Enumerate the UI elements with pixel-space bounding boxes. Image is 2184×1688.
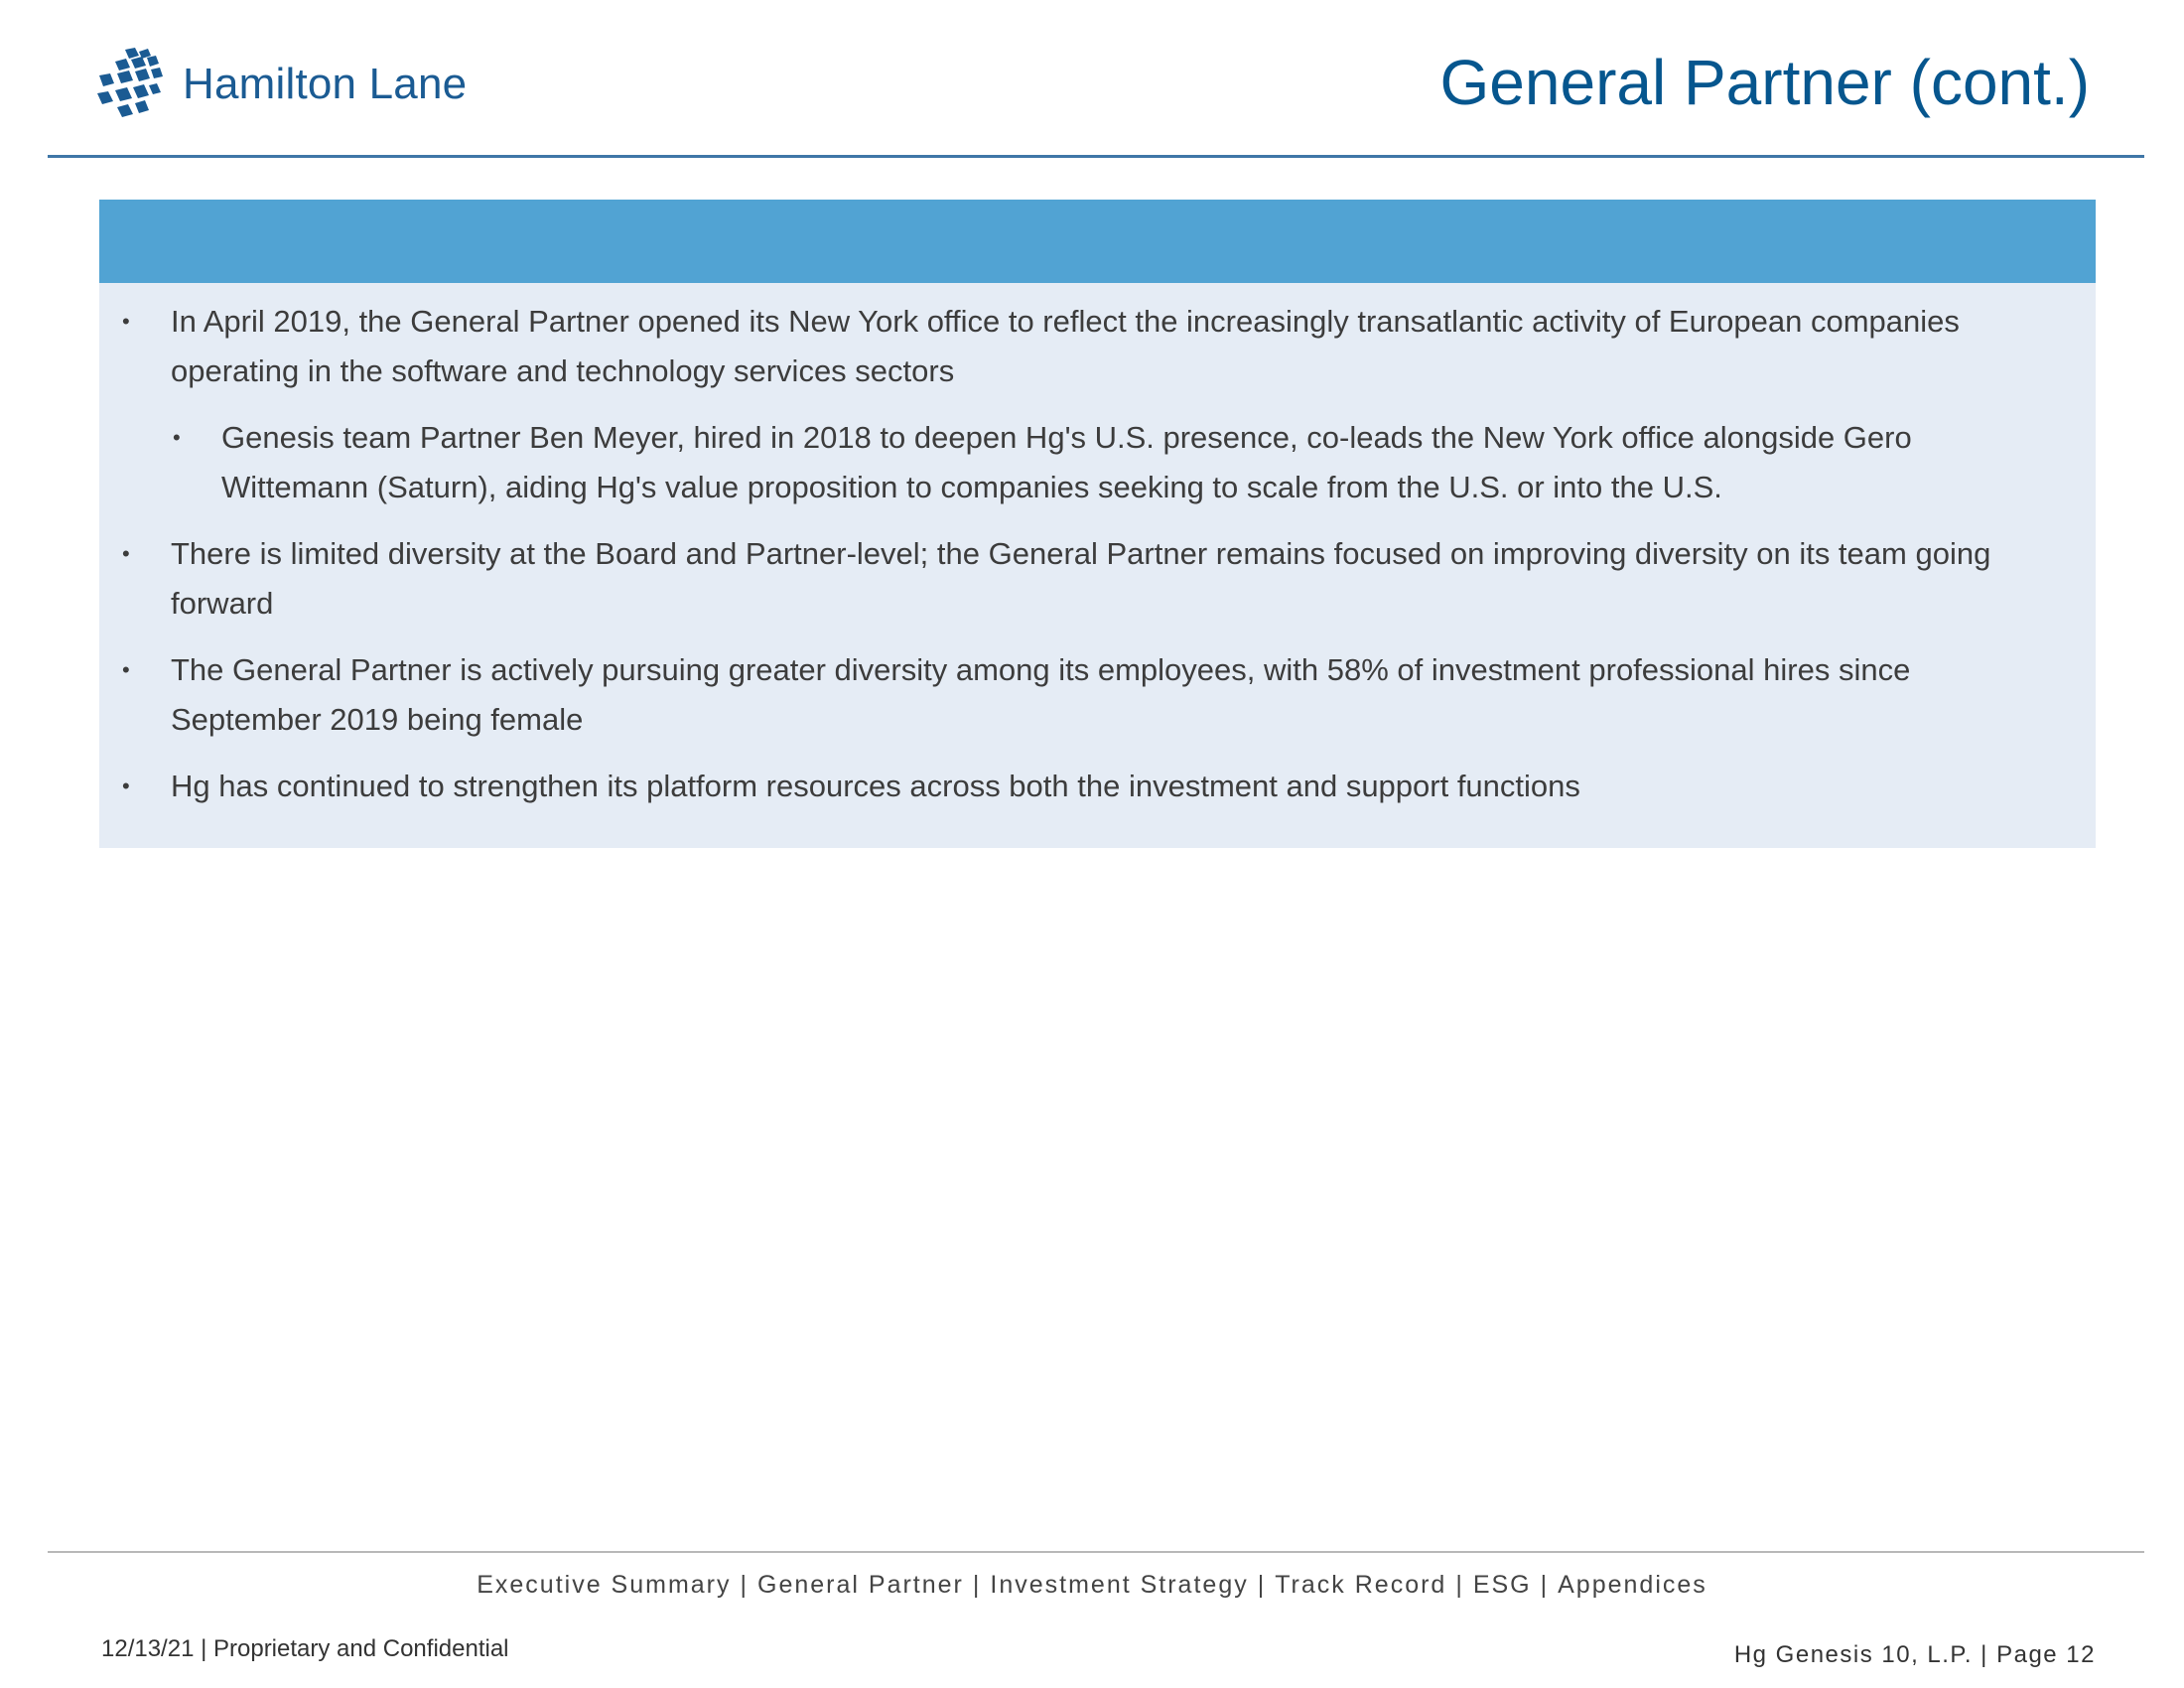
bullet-item	[99, 297, 2056, 396]
nav-link-executive-summary[interactable]: Executive Summary	[477, 1571, 732, 1599]
page-title: General Partner (cont.)	[1439, 47, 2090, 118]
header-divider	[48, 155, 2144, 158]
bullet-text: Genesis team Partner Ben Meyer, hired in 2018 to deepen Hg's U.S. presence, co-leads the New York office alongside Gero Wittemann (Saturn), aiding Hg's value proposition to companies seeking to scale from the U.S. or into the U.S.	[221, 420, 1912, 504]
bullet-icon: •	[122, 541, 130, 566]
bullet-item	[99, 645, 2056, 745]
bullet-icon: •	[122, 309, 130, 334]
panel-header-bar	[99, 200, 2096, 283]
content-panel	[99, 200, 2096, 848]
nav-link-track-record[interactable]: Track Record	[1275, 1571, 1447, 1599]
nav-separator: |	[972, 1571, 982, 1599]
bullet-item	[99, 762, 2056, 811]
nav-separator: |	[1455, 1571, 1464, 1599]
logo-text: Hamilton Lane	[183, 60, 468, 108]
bullet-icon: •	[173, 425, 181, 450]
bullet-text: There is limited diversity at the Board and Partner-level; the General Partner remains focused on improving diversity on its team going forward	[171, 536, 1991, 621]
nav-link-general-partner[interactable]: General Partner	[757, 1571, 964, 1599]
nav-link-investment-strategy[interactable]: Investment Strategy	[990, 1571, 1249, 1599]
nav-link-appendices[interactable]: Appendices	[1558, 1571, 1707, 1599]
bullet-text: Hg has continued to strengthen its platform resources across both the investment and support functions	[171, 769, 1580, 803]
nav-separator: |	[1257, 1571, 1267, 1599]
logo-mark-icon	[95, 46, 169, 123]
hamilton-lane-logo	[95, 46, 467, 123]
bullet-icon: •	[122, 657, 130, 682]
footer-divider	[48, 1551, 2144, 1553]
nav-link-esg[interactable]: ESG	[1472, 1571, 1532, 1599]
sub-bullet-item	[99, 413, 2056, 512]
bullet-text: In April 2019, the General Partner opened its New York office to reflect the increasingly transatlantic activity of European companies operating in the software and technology services sectors	[171, 304, 1960, 388]
footer-page-number: Hg Genesis 10, L.P. | Page 12	[1733, 1641, 2096, 1668]
footer-date-confidential: 12/13/21 | Proprietary and Confidential	[101, 1635, 509, 1662]
bullet-icon: •	[122, 774, 130, 798]
bullet-item	[99, 529, 2056, 629]
nav-separator: |	[740, 1571, 750, 1599]
footer-navigation	[0, 1571, 2184, 1600]
bullet-list	[99, 283, 2096, 811]
bullet-text: The General Partner is actively pursuing greater diversity among its employees, with 58% of investment professional hires since September 2019 being female	[171, 652, 1911, 737]
nav-separator: |	[1540, 1571, 1550, 1599]
